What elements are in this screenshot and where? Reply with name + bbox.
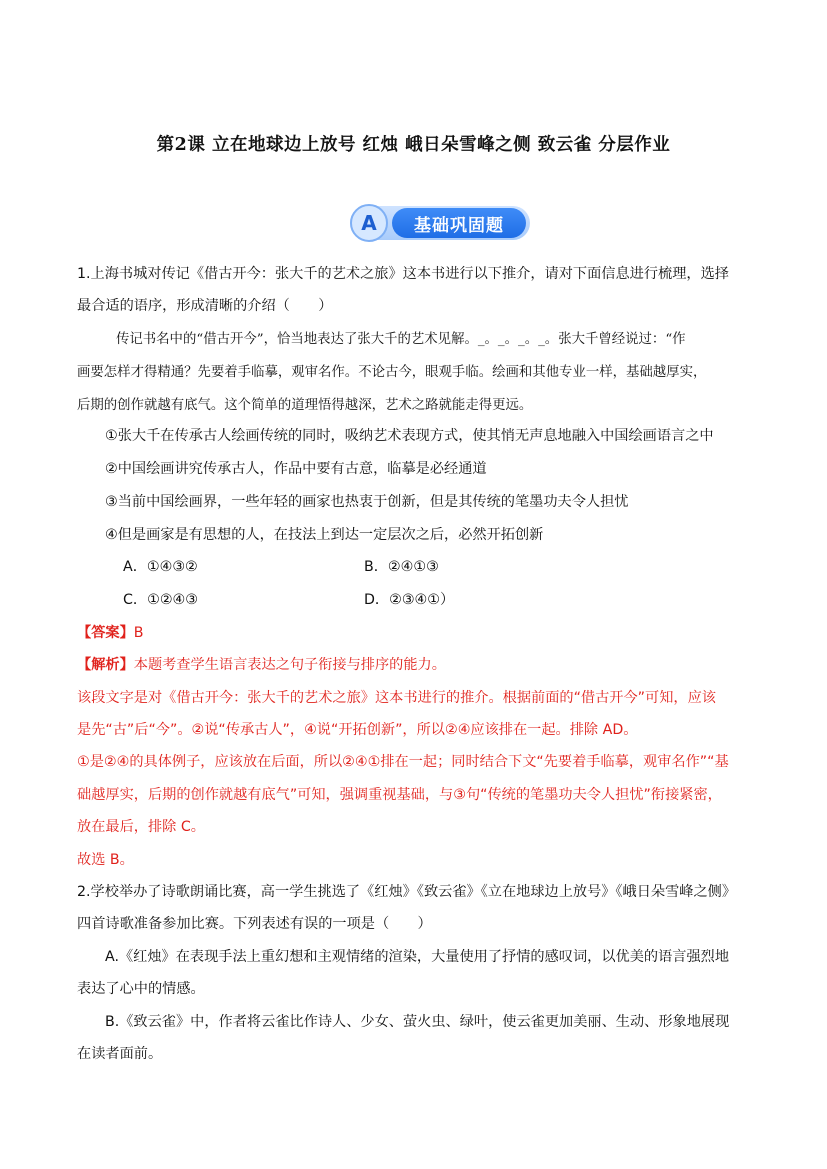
page-title: 第2课 立在地球边上放号 红烛 峨日朵雪峰之侧 致云雀 分层作业 <box>156 135 671 155</box>
q1-answer <box>77 622 144 642</box>
analysis-tag: 【解析】 <box>77 657 134 673</box>
q1-analysis-line-3: ①是②④的具体例子，应该放在后面，所以②④①排在一起；同时结合下文“先要着手临摹，观审名作”“基 <box>77 754 729 770</box>
q1-passage-line-2: 画要怎样才得精通？先要着手临摹，观审名作。不论古今，眼观手临。绘画和其他专业一样，基础越厚实， <box>77 365 707 380</box>
q1-item-3: ③当前中国绘画界，一些年轻的画家也热衷于创新，但是其传统的笔墨功夫令人担忧 <box>105 494 629 510</box>
q1-analysis-line-1: 该段文字是对《借古开今：张大千的艺术之旅》这本书进行的推介。根据前面的“借古开今”可知，应该 <box>77 690 716 706</box>
q1-option-c: C．①②④③ <box>123 592 198 608</box>
section-label: 基础巩固题 <box>392 208 526 238</box>
q2-stem-line-2: 四首诗歌准备参加比赛。下列表述有误的一项是（ ） <box>77 916 432 932</box>
q1-option-a: A．①④③② <box>123 559 198 575</box>
q1-passage-line-3: 后期的创作就越有底气。这个简单的道理悟得越深，艺术之路就能走得更远。 <box>77 398 533 413</box>
banner-letter-badge: A <box>350 204 388 242</box>
q1-analysis-line-6: 故选 B。 <box>77 852 134 868</box>
q1-analysis-line-4: 础越厚实，后期的创作就越有底气”可知，强调重视基础，与③句“传统的笔墨功夫令人担忧”衔接紧密， <box>77 787 722 803</box>
q1-item-2: ②中国绘画讲究传承古人，作品中要有古意，临摹是必经通道 <box>105 461 487 477</box>
q1-option-b: B．②④①③ <box>364 559 439 575</box>
q2-stem-line-1: 2.学校举办了诗歌朗诵比赛，高一学生挑选了《红烛》《致云雀》《立在地球边上放号》《峨日朵雪峰之侧》 <box>77 884 737 900</box>
q2-option-b-line-2: 在读者面前。 <box>77 1046 163 1062</box>
answer-tag: 【答案】 <box>77 625 134 641</box>
q1-item-4: ④但是画家是有思想的人，在技法上到达一定层次之后，必然开拓创新 <box>105 527 544 543</box>
q1-passage-line-1: 传记书名中的“借古开今”，恰当地表达了张大千的艺术见解。_。_。_。_。张大千曾经说过：“作 <box>116 332 686 347</box>
q1-analysis-line-5: 放在最后，排除 C。 <box>77 819 205 835</box>
q1-option-d: D．②③④①） <box>364 592 455 608</box>
analysis-head-text: 本题考查学生语言表达之句子衔接与排序的能力。 <box>133 657 446 673</box>
q1-item-1: ①张大千在传承古人绘画传统的同时，吸纳艺术表现方式，使其悄无声息地融入中国绘画语言之中 <box>105 428 714 444</box>
answer-value: B <box>133 625 144 641</box>
q2-option-b-line-1: B.《致云雀》中，作者将云雀比作诗人、少女、萤火虫、绿叶，使云雀更加美丽、生动、形象地展现 <box>105 1014 730 1030</box>
q1-stem-line-1: 1.上海书城对传记《借古开今：张大千的艺术之旅》这本书进行以下推介，请对下面信息进行梳理，选择 <box>77 266 729 282</box>
q1-analysis-head <box>77 654 446 674</box>
q2-option-a-line-2: 表达了心中的情感。 <box>77 981 205 997</box>
q1-stem-line-2: 最合适的语序，形成清晰的介绍（ ） <box>77 298 333 314</box>
q1-analysis-line-2: 是先“古”后“今”。②说“传承古人”，④说“开拓创新”，所以②④应该排在一起。排除 AD。 <box>77 722 638 738</box>
q2-option-a-line-1: A.《红烛》在表现手法上重幻想和主观情绪的渲染，大量使用了抒情的感叹词，以优美的语言强烈地 <box>105 949 730 965</box>
section-banner <box>350 204 532 242</box>
